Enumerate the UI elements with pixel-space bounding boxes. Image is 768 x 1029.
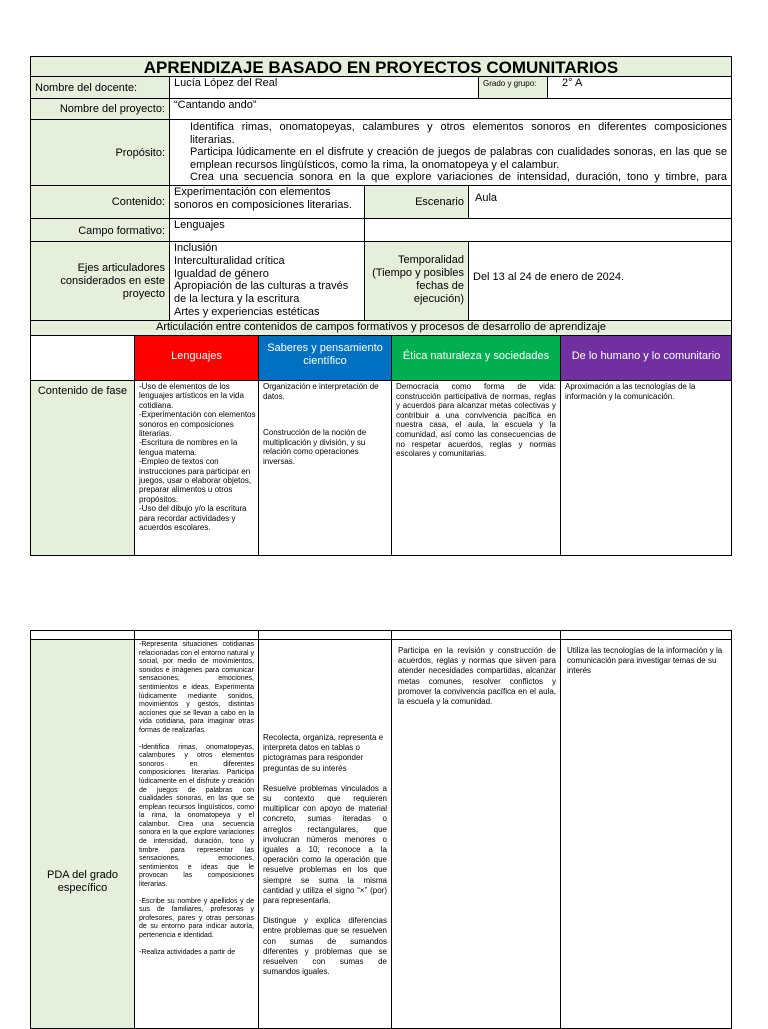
pda-saberes-3: Distingue y explica diferencias entre problemas que se resuelven con sumas de sumandos diferentes y problemas que se resuelven con sumas de sumandos iguales. xyxy=(263,916,387,977)
contenido-fase-etica: Democracia como forma de vida: construcción participativa de normas, reglas y acuerdos para alcanzar metas colectivas y contribuir a una convivencia pacífica en nuestra casa, el aula, la escuela y la comunidad, así como las consecuencias de no respetar acuerdos, reglas y normas escolares y comunitarias. xyxy=(391,380,561,556)
pda-saberes xyxy=(258,639,392,1029)
proposito-label: Propósito: xyxy=(30,119,170,186)
pda-etica: Participa en la revisión y construcción de acuerdos, reglas y normas que sirven para atender necesidades compartidas, alcanzar metas comunes, resolver conflictos y promover la convivencia pacífica en el aula, la escuela y la comunidad. xyxy=(391,639,561,1029)
docente-label: Nombre del docente: xyxy=(30,76,170,99)
pda-lenguajes-2: -Identifica rimas, onomatopeyas, calambures y otros elementos sonoros en diferentes composiciones literarias. Participa lúdicamente en el disfrute y creación de juegos de palabras con cualidades sonoras, en las que se emplean recursos lingüísticos, como la rima, la onomatopeya y el calambur. Crea una secuencia sonora en la que explore variaciones de intensidad, duración, tono y timbre para representar las sensaciones, emociones, sentimientos e ideas que le provocan las composiciones literarias. xyxy=(139,743,254,889)
campo-saberes-header: Saberes y pensamiento científico xyxy=(258,335,392,381)
campo-etica-header: Ética naturaleza y sociedades xyxy=(391,335,561,381)
campo-label: Campo formativo: xyxy=(30,218,170,242)
pda-humano: Utiliza las tecnologías de la información y la comunicación para investigar temas de su interés xyxy=(560,639,732,1029)
grado-label: Grado y grupo: xyxy=(478,76,548,99)
pda-saberes-2: Resuelve problemas vinculados a su contexto que requieren multiplicar con apoyo de material concreto, sumas iteradas o arreglos rectangulares, que involucran números menores o iguales a 10; reconoce a la operación como la operación que resuelve problemas en los que siempre se suma la misma cantidad y utiliza el signo “×” (por) para representarla. xyxy=(263,783,387,906)
temporalidad-label: Temporalidad (Tiempo y posibles fechas de ejecución) xyxy=(364,241,469,321)
contenido-fase-lenguajes: -Uso de elementos de los lenguajes artísticos en la vida cotidiana. -Experimentación con elementos sonoros en composiciones literarias. -Escritura de nombres en la lengua materna. -Empleo de textos con instrucciones para participar en juegos, usar o elaborar objetos, preparar alimentos u otros propósitos. -Uso del dibujo y/o la escritura para recordar actividades y acuerdos escolares. xyxy=(134,380,259,556)
campo-value: Lenguajes xyxy=(169,218,365,242)
proyecto-value: “Cantando ando” xyxy=(169,98,732,120)
proyecto-label: Nombre del proyecto: xyxy=(30,98,170,120)
contenido-fase-label: Contenido de fase xyxy=(30,380,135,556)
contenido-fase-saberes-2: Construcción de la noción de multiplicación y división, y su relación como operaciones inversas. xyxy=(263,428,367,466)
ejes-label: Ejes articuladores considerados en este proyecto xyxy=(30,241,170,321)
contenido-fase-humano: Aproximación a las tecnologías de la información y la comunicación. xyxy=(560,380,732,556)
temporalidad-value: Del 13 al 24 de enero de 2024. xyxy=(468,241,732,321)
campo-empty xyxy=(364,218,732,242)
campo-lenguajes-header: Lenguajes xyxy=(134,335,259,381)
grado-value: 2° A xyxy=(547,76,732,99)
contenido-fase-saberes xyxy=(258,380,392,556)
pda-label: PDA del grado específico xyxy=(30,639,135,1029)
ejes-value: Inclusión Interculturalidad crítica Igualdad de género Apropiación de las culturas a través de la lectura y la escritura Artes y experiencias estéticas xyxy=(169,241,365,321)
pda-lenguajes-3: -Escribe su nombre y apellidos y de sus de familiares, profesoras y profesores, pares y otras personas de su entorno para indicar autoría, pertenencia e identidad. xyxy=(139,897,254,939)
docente-value: Lucía López del Real xyxy=(169,76,479,99)
articulacion-header: Articulación entre contenidos de campos formativos y procesos de desarrollo de aprendizaje xyxy=(30,320,732,336)
campos-blank-header xyxy=(30,335,135,381)
contenido-fase-saberes-1: Organización e interpretación de datos. xyxy=(263,382,379,401)
escenario-label: Escenario xyxy=(364,185,469,219)
pda-lenguajes-1: -Representa situaciones cotidianas relacionadas con el entorno natural y social, por medio de movimientos, sonidos e imágenes para comunicar sensaciones, emociones, sentimientos e ideas. Experimenta lúdicamente mediante sonidos, movimientos y gestos, distintas acciones que se llevan a cabo en la vida cotidiana, para imaginar otras formas de realizarlas. xyxy=(139,641,254,734)
contenido-label: Contenido: xyxy=(30,185,170,219)
escenario-value: Aula xyxy=(468,185,732,219)
proposito-value: Identifica rimas, onomatopeyas, calambures y otros elementos sonoros en diferentes composiciones literarias. Participa lúdicamente en el disfrute y creación de juegos de palabras con cualidades sonoras, en las que se emplean recursos lingüísticos, como la rima, la onomatopeya y el calambur. Crea una secuencia sonora en la que explore variaciones de intensidad, duración, tono y timbre, para xyxy=(169,119,732,186)
campo-humano-header: De lo humano y lo comunitario xyxy=(560,335,732,381)
page-title: APRENDIZAJE BASADO EN PROYECTOS COMUNITARIOS xyxy=(30,56,732,77)
pda-saberes-1: Recolecta, organiza, representa e interpreta datos en tablas o pictogramas para responder preguntas de su interés xyxy=(263,733,384,773)
pda-lenguajes-4: -Realiza actividades a partir de xyxy=(139,948,236,956)
contenido-value: Experimentación con elementos sonoros en composiciones literarias. xyxy=(169,185,365,219)
pda-lenguajes xyxy=(134,639,259,1029)
